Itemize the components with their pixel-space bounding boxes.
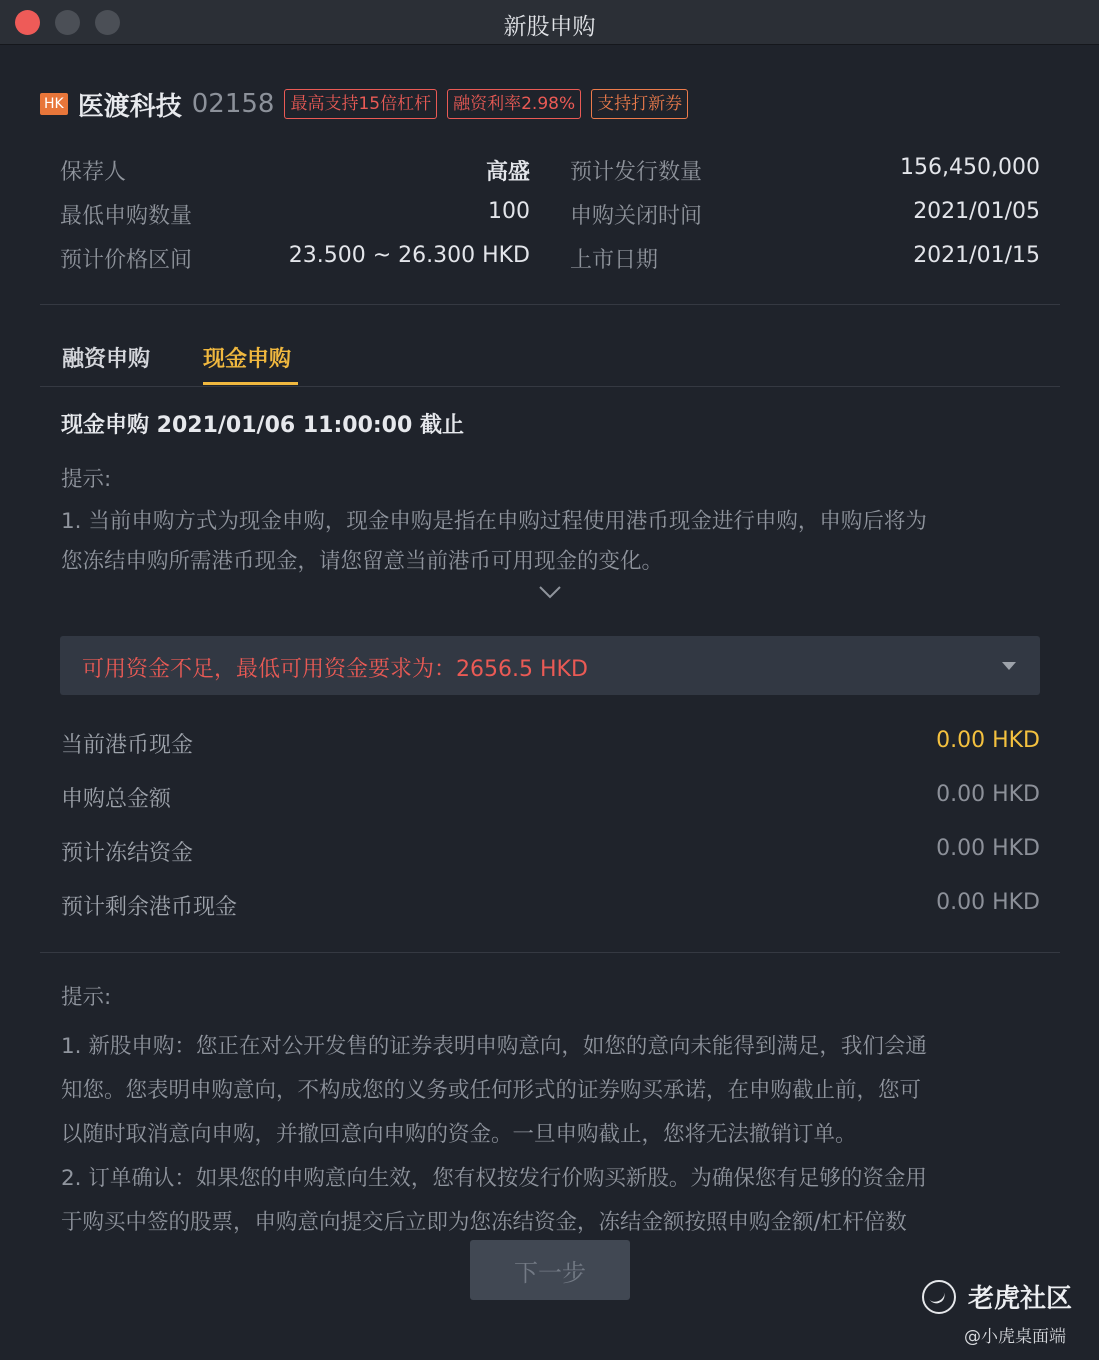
leverage-tag: 最高支持15倍杠杆 <box>284 89 437 119</box>
issue-qty-label: 预计发行数量 <box>570 160 703 185</box>
disclaimer-tips <box>61 980 1036 1245</box>
market-badge: HK <box>40 93 68 115</box>
issue-qty-value: 156,450,000 <box>900 155 1040 180</box>
fund-value: 0.00 HKD <box>936 890 1040 915</box>
listing-date-label: 上市日期 <box>570 248 659 273</box>
listing-date-value: 2021/01/15 <box>913 243 1040 268</box>
tips-line: 1. 新股申购：您正在对公开发售的证券表明申购意向，如您的意向未能得到满足，我们会通 <box>61 1034 927 1059</box>
tips-title: 提示: <box>61 985 112 1010</box>
stock-name: 医渡科技 <box>77 91 182 122</box>
fund-label: 预计冻结资金 <box>61 841 194 866</box>
stock-header <box>40 86 698 122</box>
fund-row <box>61 824 1040 878</box>
active-tab-indicator <box>203 382 298 385</box>
min-qty-label: 最低申购数量 <box>60 204 193 229</box>
info-row <box>60 194 1040 238</box>
tab-margin-subscription[interactable]: 融资申购 <box>62 347 151 372</box>
coupon-tag: 支持打新券 <box>591 89 688 119</box>
close-time-label: 申购关闭时间 <box>570 204 703 229</box>
ipo-info-grid <box>60 150 1040 282</box>
sponsor-value: 高盛 <box>485 160 530 185</box>
window-title: 新股申购 <box>503 14 596 40</box>
divider <box>40 304 1060 305</box>
rate-tag: 融资利率2.98% <box>447 89 581 119</box>
caret-down-icon <box>1002 662 1016 670</box>
fund-row <box>61 716 1040 770</box>
info-row <box>60 238 1040 282</box>
expand-chevron-down-icon[interactable] <box>538 584 562 600</box>
watermark <box>922 1278 1072 1315</box>
price-range-label: 预计价格区间 <box>60 248 193 273</box>
insufficient-funds-dropdown[interactable] <box>60 636 1040 695</box>
cash-tips <box>61 462 1036 582</box>
tips-line: 以随时取消意向申购，并撤回意向申购的资金。一旦申购截止，您将无法撤销订单。 <box>61 1122 857 1147</box>
next-step-button[interactable]: 下一步 <box>470 1240 630 1300</box>
insufficient-funds-text: 可用资金不足，最低可用资金要求为：2656.5 HKD <box>82 657 588 682</box>
sponsor-label: 保荐人 <box>60 160 127 185</box>
tabs-divider <box>40 386 1060 387</box>
tips-line: 于购买中签的股票，申购意向提交后立即为您冻结资金，冻结金额按照申购金额/杠杆倍数 <box>61 1210 907 1235</box>
min-qty-value: 100 <box>488 199 530 224</box>
subscription-deadline: 现金申购 2021/01/06 11:00:00 截止 <box>61 413 464 438</box>
tips-line: 知您。您表明申购意向，不构成您的义务或任何形式的证券购买承诺，在申购截止前，您可 <box>61 1078 922 1103</box>
funds-summary <box>61 716 1040 932</box>
fund-label: 预计剩余港币现金 <box>61 895 238 920</box>
fund-value: 0.00 HKD <box>936 728 1040 753</box>
fund-row <box>61 878 1040 932</box>
info-row <box>60 150 1040 194</box>
fund-value: 0.00 HKD <box>936 836 1040 861</box>
tips-title: 提示: <box>61 467 112 492</box>
fund-value: 0.00 HKD <box>936 782 1040 807</box>
fund-label: 当前港币现金 <box>61 733 194 758</box>
stock-code: 02158 <box>191 89 275 119</box>
tips-line: 2. 订单确认：如果您的申购意向生效，您有权按发行价购买新股。为确保您有足够的资金用 <box>61 1166 927 1191</box>
tab-cash-subscription[interactable]: 现金申购 <box>203 347 292 372</box>
price-range-value: 23.500 ~ 26.300 HKD <box>288 243 530 268</box>
tiger-logo-icon <box>922 1280 956 1314</box>
divider <box>40 952 1060 953</box>
tips-line: 您冻结申购所需港币现金，请您留意当前港币可用现金的变化。 <box>61 549 664 574</box>
watermark-sub: @小虎桌面端 <box>964 1327 1066 1347</box>
tips-line: 1. 当前申购方式为现金申购，现金申购是指在申购过程使用港币现金进行申购，申购后将为 <box>61 509 927 534</box>
fund-row <box>61 770 1040 824</box>
close-time-value: 2021/01/05 <box>913 199 1040 224</box>
fund-label: 申购总金额 <box>61 787 172 812</box>
disclaimer-scroll-area[interactable] <box>0 980 1099 1235</box>
watermark-brand: 老虎社区 <box>968 1284 1073 1314</box>
title-bar <box>0 0 1099 45</box>
